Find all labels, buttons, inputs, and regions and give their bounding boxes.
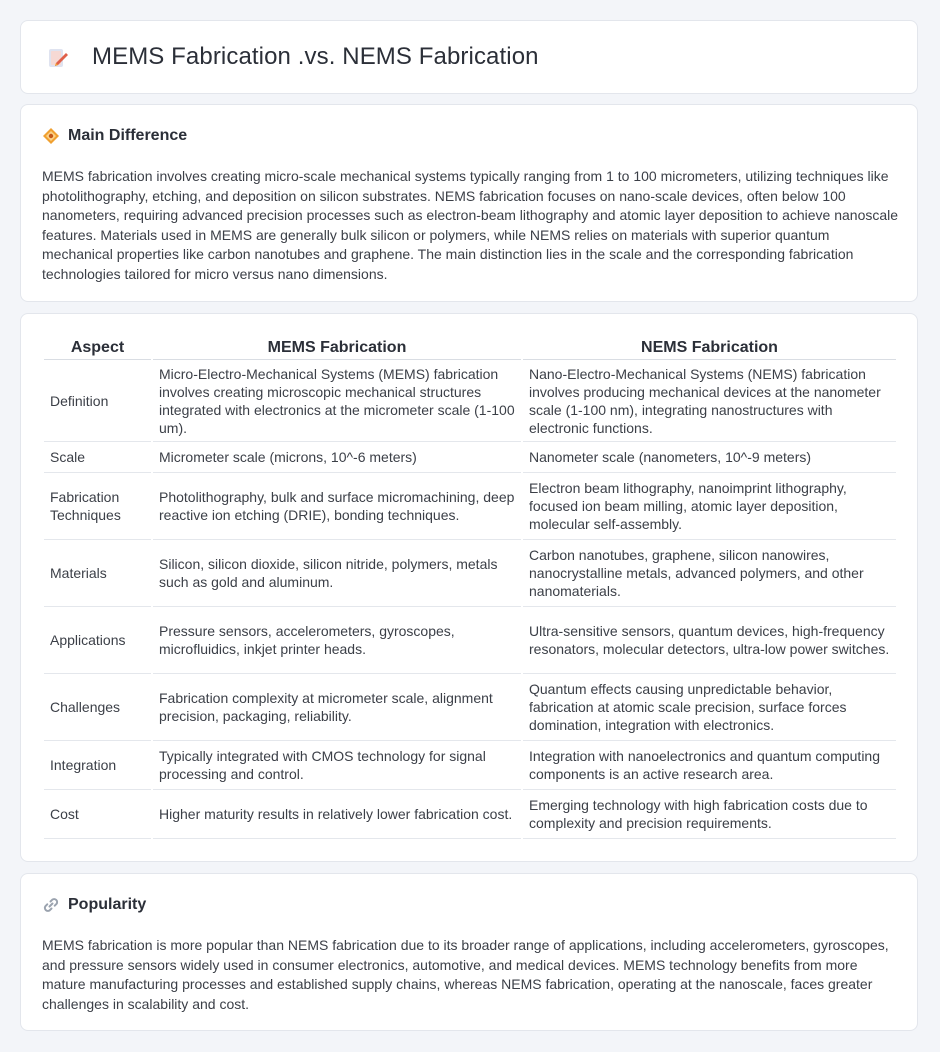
diamond-sign-icon xyxy=(42,127,60,145)
table-header-row xyxy=(44,334,896,360)
nems-cell: Electron beam lithography, nanoimprint lithography, focused ion beam milling, atomic layer deposition, molecular self-assembly. xyxy=(523,473,896,540)
header-mems: MEMS Fabrication xyxy=(153,334,521,360)
aspect-cell: Applications xyxy=(44,607,151,674)
main-difference-title: Main Difference xyxy=(68,127,188,144)
comparison-table xyxy=(42,334,898,839)
document-edit-icon xyxy=(47,47,69,71)
table-row xyxy=(44,360,896,442)
aspect-cell: Challenges xyxy=(44,674,151,741)
mems-cell: Micrometer scale (microns, 10^-6 meters) xyxy=(153,442,521,473)
table-row xyxy=(44,741,896,790)
nems-cell: Ultra-sensitive sensors, quantum devices, high-frequency resonators, molecular detectors, ultra-low power switches. xyxy=(523,607,896,674)
nems-cell: Nano-Electro-Mechanical Systems (NEMS) fabrication involves producing mechanical devices at the nanometer scale (1-100 nm), integrating nanostructures with electronic functions. xyxy=(523,360,896,442)
nems-cell: Quantum effects causing unpredictable behavior, fabrication at atomic scale precision, surface forces domination, integration with electronics. xyxy=(523,674,896,741)
header-card xyxy=(20,20,918,94)
mems-cell: Photolithography, bulk and surface micromachining, deep reactive ion etching (DRIE), bonding techniques. xyxy=(153,473,521,540)
main-difference-card xyxy=(20,104,918,302)
nems-cell: Carbon nanotubes, graphene, silicon nanowires, nanocrystalline metals, advanced polymers, and other nanomaterials. xyxy=(523,540,896,607)
table-row xyxy=(44,790,896,839)
link-icon xyxy=(42,896,60,914)
popularity-heading xyxy=(42,896,146,914)
comparison-table-card xyxy=(20,313,918,862)
table-row xyxy=(44,540,896,607)
mems-cell: Fabrication complexity at micrometer scale, alignment precision, packaging, reliability. xyxy=(153,674,521,741)
mems-cell: Pressure sensors, accelerometers, gyroscopes, microfluidics, inkjet printer heads. xyxy=(153,607,521,674)
aspect-cell: Integration xyxy=(44,741,151,790)
popularity-card xyxy=(20,873,918,1031)
aspect-cell: Scale xyxy=(44,442,151,473)
table-row xyxy=(44,674,896,741)
mems-cell: Micro-Electro-Mechanical Systems (MEMS) fabrication involves creating microscopic mechanical structures integrated with electronics at the micrometer scale (1-100 um). xyxy=(153,360,521,442)
aspect-cell: Cost xyxy=(44,790,151,839)
nems-cell: Integration with nanoelectronics and quantum computing components is an active research area. xyxy=(523,741,896,790)
popularity-title: Popularity xyxy=(68,896,147,913)
header-aspect: Aspect xyxy=(44,334,151,360)
mems-cell: Higher maturity results in relatively lower fabrication cost. xyxy=(153,790,521,839)
page-title: MEMS Fabrication .vs. NEMS Fabrication xyxy=(92,43,539,70)
table-row xyxy=(44,607,896,674)
main-difference-heading xyxy=(42,127,187,145)
table-row xyxy=(44,442,896,473)
nems-cell: Nanometer scale (nanometers, 10^-9 meters) xyxy=(523,442,896,473)
popularity-text: MEMS fabrication is more popular than NEMS fabrication due to its broader range of applications, including accelerometers, gyroscopes, and pressure sensors widely used in consumer electronics, automotive, and medical devices. MEMS technology benefits from more mature manufacturing processes and established supply chains, whereas NEMS fabrication, operating at the nanoscale, faces greater challenges in scalability and cost. xyxy=(42,937,889,1012)
aspect-cell: Definition xyxy=(44,360,151,442)
header-nems: NEMS Fabrication xyxy=(523,334,896,360)
mems-cell: Typically integrated with CMOS technology for signal processing and control. xyxy=(153,741,521,790)
mems-cell: Silicon, silicon dioxide, silicon nitride, polymers, metals such as gold and aluminum. xyxy=(153,540,521,607)
nems-cell: Emerging technology with high fabrication costs due to complexity and precision requirements. xyxy=(523,790,896,839)
main-difference-text: MEMS fabrication involves creating micro-scale mechanical systems typically ranging from 1 to 100 micrometers, utilizing techniques like photolithography, etching, and deposition on silicon substrates. NEMS fabrication focuses on nano-scale devices, often below 100 nanometers, requiring advanced precision processes such as electron-beam lithography and atomic layer deposition to achieve nanoscale features. Materials used in MEMS are generally bulk silicon or polymers, while NEMS relies on materials with superior quantum mechanical properties like carbon nanotubes and graphene. The main distinction lies in the scale and the corresponding fabrication technologies tailored for micro versus nano dimensions. xyxy=(42,168,899,282)
aspect-cell: Materials xyxy=(44,540,151,607)
table-row xyxy=(44,473,896,540)
aspect-cell: Fabrication Techniques xyxy=(44,473,151,540)
